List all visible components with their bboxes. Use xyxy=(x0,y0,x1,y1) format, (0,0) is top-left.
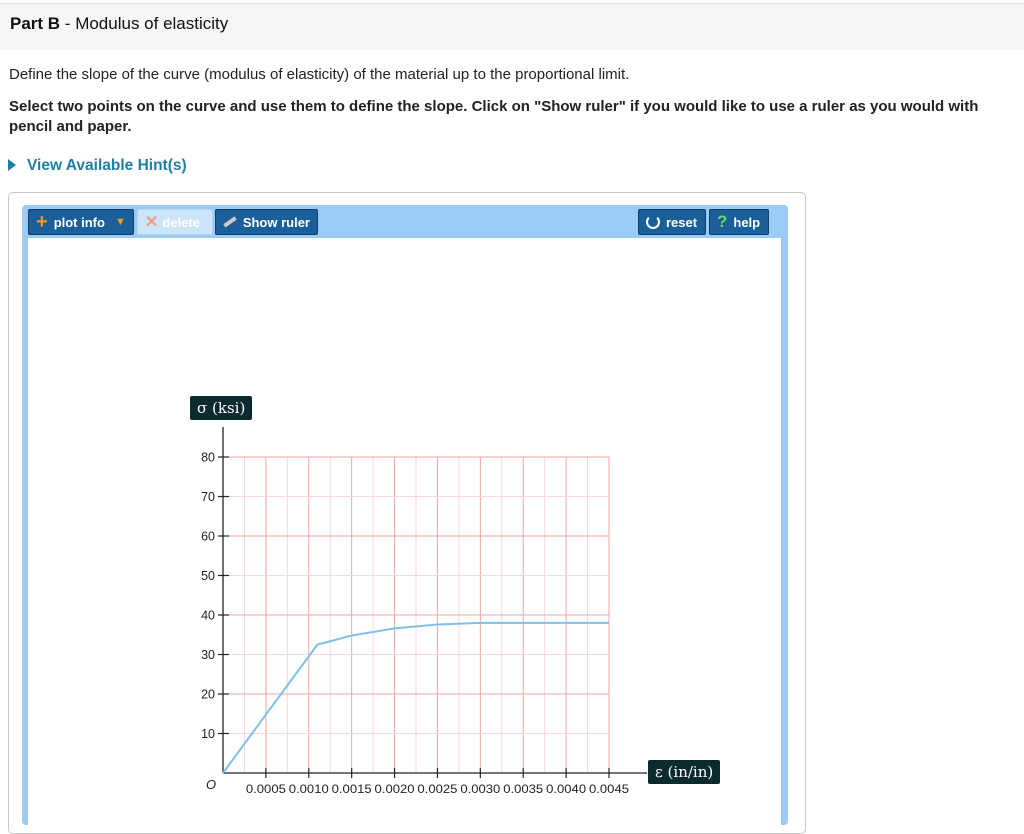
close-icon: ✕ xyxy=(145,214,159,231)
plus-icon: + xyxy=(36,211,48,233)
x-tick-label: 0.0035 xyxy=(503,784,544,796)
y-tick-label: 80 xyxy=(201,450,215,465)
instruction-text: Define the slope of the curve (modulus of elasticity) of the material up to the proportional limit. xyxy=(9,66,630,83)
y-tick-label: 20 xyxy=(201,687,215,702)
axes xyxy=(223,427,647,773)
instruction-bold-text: Select two points on the curve and use them to define the slope. Click on "Show ruler" if you would like to use a ruler as you would with pencil and paper. xyxy=(9,98,979,135)
y-tick-label: 40 xyxy=(201,608,215,623)
y-tick-label: 70 xyxy=(201,490,215,504)
x-tick-label: 0.0005 xyxy=(245,784,286,796)
caret-down-icon: ▼ xyxy=(114,216,126,228)
x-tick-label: 0.0010 xyxy=(288,784,329,796)
help-icon: ? xyxy=(717,212,728,231)
show-ruler-label: Show ruler xyxy=(242,214,310,230)
y-axis-label: σ (ksi) xyxy=(190,396,252,420)
x-tick-label: 0.0015 xyxy=(331,784,372,796)
delete-label: delete xyxy=(162,214,200,230)
reset-label: reset xyxy=(666,214,698,230)
x-tick-label: 0.0045 xyxy=(589,784,629,796)
y-tick-label: 60 xyxy=(201,529,215,544)
y-tick-label: 30 xyxy=(201,648,215,662)
x-axis-label: ε (in/in) xyxy=(648,760,720,784)
part-separator: - xyxy=(60,14,76,33)
origin-label: O xyxy=(205,777,217,792)
x-tick-label: 0.0025 xyxy=(417,784,458,796)
plot-info-label: plot info xyxy=(53,214,105,230)
y-tick-label: 10 xyxy=(201,727,215,741)
y-tick-label: 50 xyxy=(201,569,215,583)
help-label: help xyxy=(733,214,761,230)
x-tick-label: 0.0020 xyxy=(374,784,415,796)
x-tick-label: 0.0040 xyxy=(546,784,587,796)
view-hints-label: View Available Hint(s) xyxy=(27,157,187,174)
x-tick-label: 0.0030 xyxy=(460,784,501,796)
part-label: Part B xyxy=(10,14,61,33)
part-name: Modulus of elasticity xyxy=(75,14,229,33)
